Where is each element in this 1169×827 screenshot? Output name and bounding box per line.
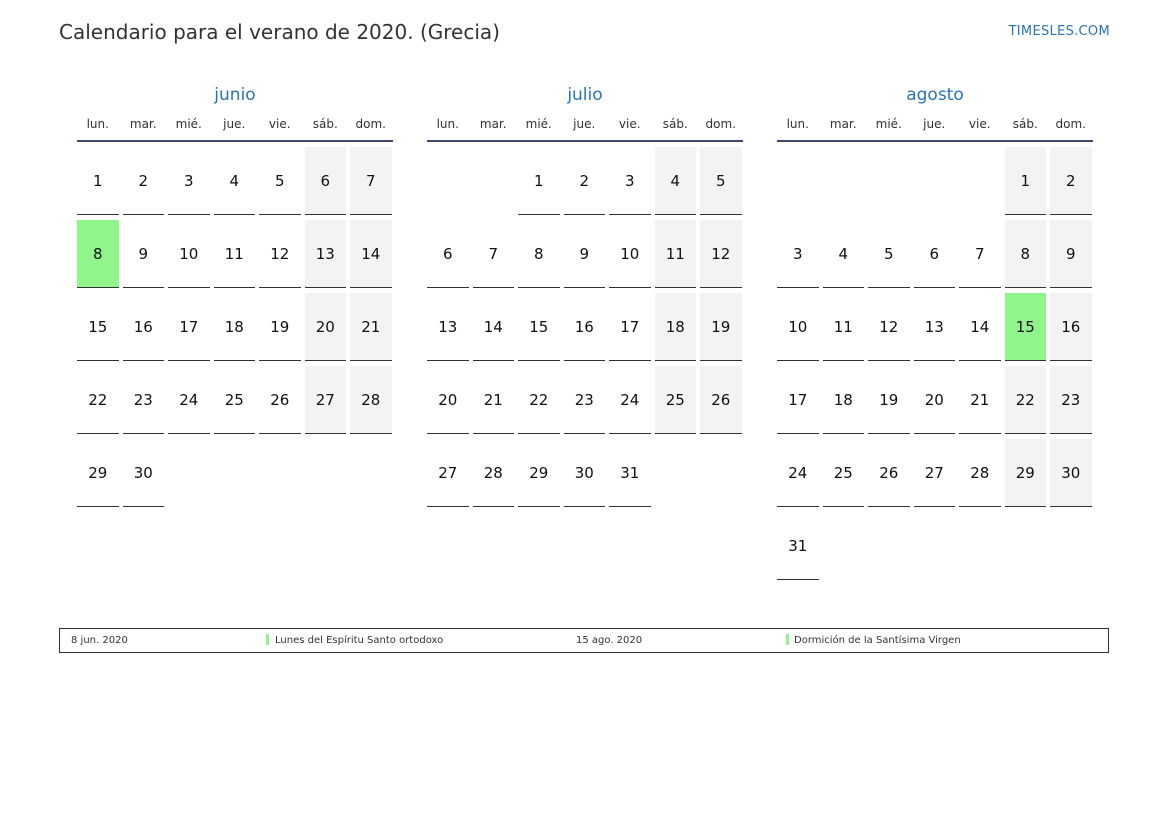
holiday-legend	[59, 628, 1109, 653]
day-cell: 9	[564, 220, 606, 288]
day-cell: 21	[959, 366, 1001, 434]
day-cell: 16	[123, 293, 165, 361]
day-cell: 25	[214, 366, 256, 434]
day-cell: 7	[350, 147, 392, 215]
day-cell: 19	[868, 366, 910, 434]
empty-cell	[914, 147, 956, 215]
weekday-label: vie.	[268, 117, 291, 131]
weekday-label: mar.	[829, 117, 857, 131]
day-cell: 5	[868, 220, 910, 288]
day-cell: 1	[1005, 147, 1047, 215]
day-cell: 12	[868, 293, 910, 361]
day-cell: 23	[123, 366, 165, 434]
day-cell: 14	[959, 293, 1001, 361]
day-cell: 22	[77, 366, 119, 434]
day-cell: 13	[914, 293, 956, 361]
day-cell: 29	[77, 439, 119, 507]
empty-cell	[823, 147, 865, 215]
day-cell: 13	[305, 220, 347, 288]
day-cell: 27	[305, 366, 347, 434]
weekday-label: mié.	[875, 117, 902, 131]
weekday-label: lun.	[436, 117, 459, 131]
day-cell: 18	[823, 366, 865, 434]
day-cell: 17	[609, 293, 651, 361]
day-cell: 14	[473, 293, 515, 361]
day-cell: 11	[655, 220, 697, 288]
month-calendar-august	[777, 82, 1093, 580]
weekday-label: lun.	[786, 117, 809, 131]
month-title: agosto	[906, 85, 964, 105]
day-cell: 30	[123, 439, 165, 507]
empty-cell	[777, 147, 819, 215]
weekday-label: mar.	[479, 117, 507, 131]
day-cell: 3	[609, 147, 651, 215]
day-cell: 7	[959, 220, 1001, 288]
day-cell: 17	[168, 293, 210, 361]
day-cell: 18	[214, 293, 256, 361]
legend-holiday-name: Lunes del Espíritu Santo ortodoxo	[275, 635, 444, 646]
weekday-label: jue.	[923, 117, 946, 131]
weekday-label: sáb.	[662, 117, 688, 131]
day-cell: 1	[77, 147, 119, 215]
weekday-label: mié.	[175, 117, 202, 131]
legend-date: 15 ago. 2020	[576, 635, 643, 646]
day-cell: 25	[655, 366, 697, 434]
brand-link[interactable]: TIMESLES.COM	[1008, 24, 1110, 39]
day-cell: 13	[427, 293, 469, 361]
weekday-label: jue.	[223, 117, 246, 131]
weekday-label: dom.	[355, 117, 386, 131]
empty-cell	[959, 147, 1001, 215]
weekday-label: dom.	[1055, 117, 1086, 131]
weekday-header	[427, 108, 743, 142]
weekday-label: vie.	[618, 117, 641, 131]
day-cell: 20	[427, 366, 469, 434]
month-calendar-july	[427, 82, 743, 507]
day-cell: 14	[350, 220, 392, 288]
day-cell: 19	[700, 293, 742, 361]
day-cell: 30	[564, 439, 606, 507]
month-calendar-june	[77, 82, 393, 507]
day-cell: 26	[259, 366, 301, 434]
weekday-header	[777, 108, 1093, 142]
page-title: Calendario para el verano de 2020. (Grecia)	[59, 20, 500, 44]
weekday-label: mar.	[129, 117, 157, 131]
weekday-label: jue.	[573, 117, 596, 131]
day-cell: 24	[777, 439, 819, 507]
day-cell: 8	[1005, 220, 1047, 288]
day-cell: 23	[1050, 366, 1092, 434]
days-grid	[777, 147, 1093, 580]
day-cell: 21	[350, 293, 392, 361]
day-cell: 11	[214, 220, 256, 288]
month-title: junio	[214, 85, 256, 105]
day-cell: 2	[1050, 147, 1092, 215]
weekday-label: dom.	[705, 117, 736, 131]
holiday-swatch	[786, 634, 789, 645]
day-cell: 4	[655, 147, 697, 215]
day-cell: 9	[123, 220, 165, 288]
day-cell: 11	[823, 293, 865, 361]
legend-holiday-name: Dormición de la Santísima Virgen	[794, 635, 961, 646]
day-cell: 12	[700, 220, 742, 288]
day-cell: 3	[777, 220, 819, 288]
day-cell: 10	[609, 220, 651, 288]
day-cell: 2	[564, 147, 606, 215]
day-cell: 27	[914, 439, 956, 507]
day-cell: 5	[259, 147, 301, 215]
day-cell: 29	[1005, 439, 1047, 507]
day-cell: 5	[700, 147, 742, 215]
days-grid	[77, 147, 393, 507]
days-grid	[427, 147, 743, 507]
day-cell: 15	[518, 293, 560, 361]
day-cell: 26	[700, 366, 742, 434]
day-cell: 26	[868, 439, 910, 507]
month-title: julio	[567, 85, 603, 105]
day-cell: 28	[959, 439, 1001, 507]
day-cell: 12	[259, 220, 301, 288]
empty-cell	[868, 147, 910, 215]
day-cell: 6	[305, 147, 347, 215]
day-cell: 10	[777, 293, 819, 361]
holiday-day-cell: 15	[1005, 293, 1047, 361]
day-cell: 29	[518, 439, 560, 507]
day-cell: 30	[1050, 439, 1092, 507]
day-cell: 24	[609, 366, 651, 434]
empty-cell	[473, 147, 515, 215]
day-cell: 7	[473, 220, 515, 288]
day-cell: 10	[168, 220, 210, 288]
weekday-label: lun.	[86, 117, 109, 131]
day-cell: 24	[168, 366, 210, 434]
weekday-label: mié.	[525, 117, 552, 131]
day-cell: 16	[1050, 293, 1092, 361]
day-cell: 6	[427, 220, 469, 288]
day-cell: 3	[168, 147, 210, 215]
day-cell: 6	[914, 220, 956, 288]
day-cell: 28	[350, 366, 392, 434]
empty-cell	[427, 147, 469, 215]
day-cell: 16	[564, 293, 606, 361]
day-cell: 31	[609, 439, 651, 507]
day-cell: 1	[518, 147, 560, 215]
day-cell: 17	[777, 366, 819, 434]
day-cell: 4	[214, 147, 256, 215]
legend-date: 8 jun. 2020	[71, 635, 128, 646]
day-cell: 25	[823, 439, 865, 507]
weekday-header	[77, 108, 393, 142]
day-cell: 9	[1050, 220, 1092, 288]
day-cell: 23	[564, 366, 606, 434]
day-cell: 21	[473, 366, 515, 434]
day-cell: 31	[777, 512, 819, 580]
day-cell: 19	[259, 293, 301, 361]
weekday-label: sáb.	[1012, 117, 1038, 131]
day-cell: 15	[77, 293, 119, 361]
holiday-swatch	[266, 634, 269, 645]
day-cell: 18	[655, 293, 697, 361]
day-cell: 2	[123, 147, 165, 215]
day-cell: 20	[914, 366, 956, 434]
day-cell: 28	[473, 439, 515, 507]
day-cell: 8	[518, 220, 560, 288]
day-cell: 22	[518, 366, 560, 434]
weekday-label: vie.	[968, 117, 991, 131]
day-cell: 22	[1005, 366, 1047, 434]
holiday-day-cell: 8	[77, 220, 119, 288]
day-cell: 27	[427, 439, 469, 507]
day-cell: 20	[305, 293, 347, 361]
weekday-label: sáb.	[312, 117, 338, 131]
day-cell: 4	[823, 220, 865, 288]
